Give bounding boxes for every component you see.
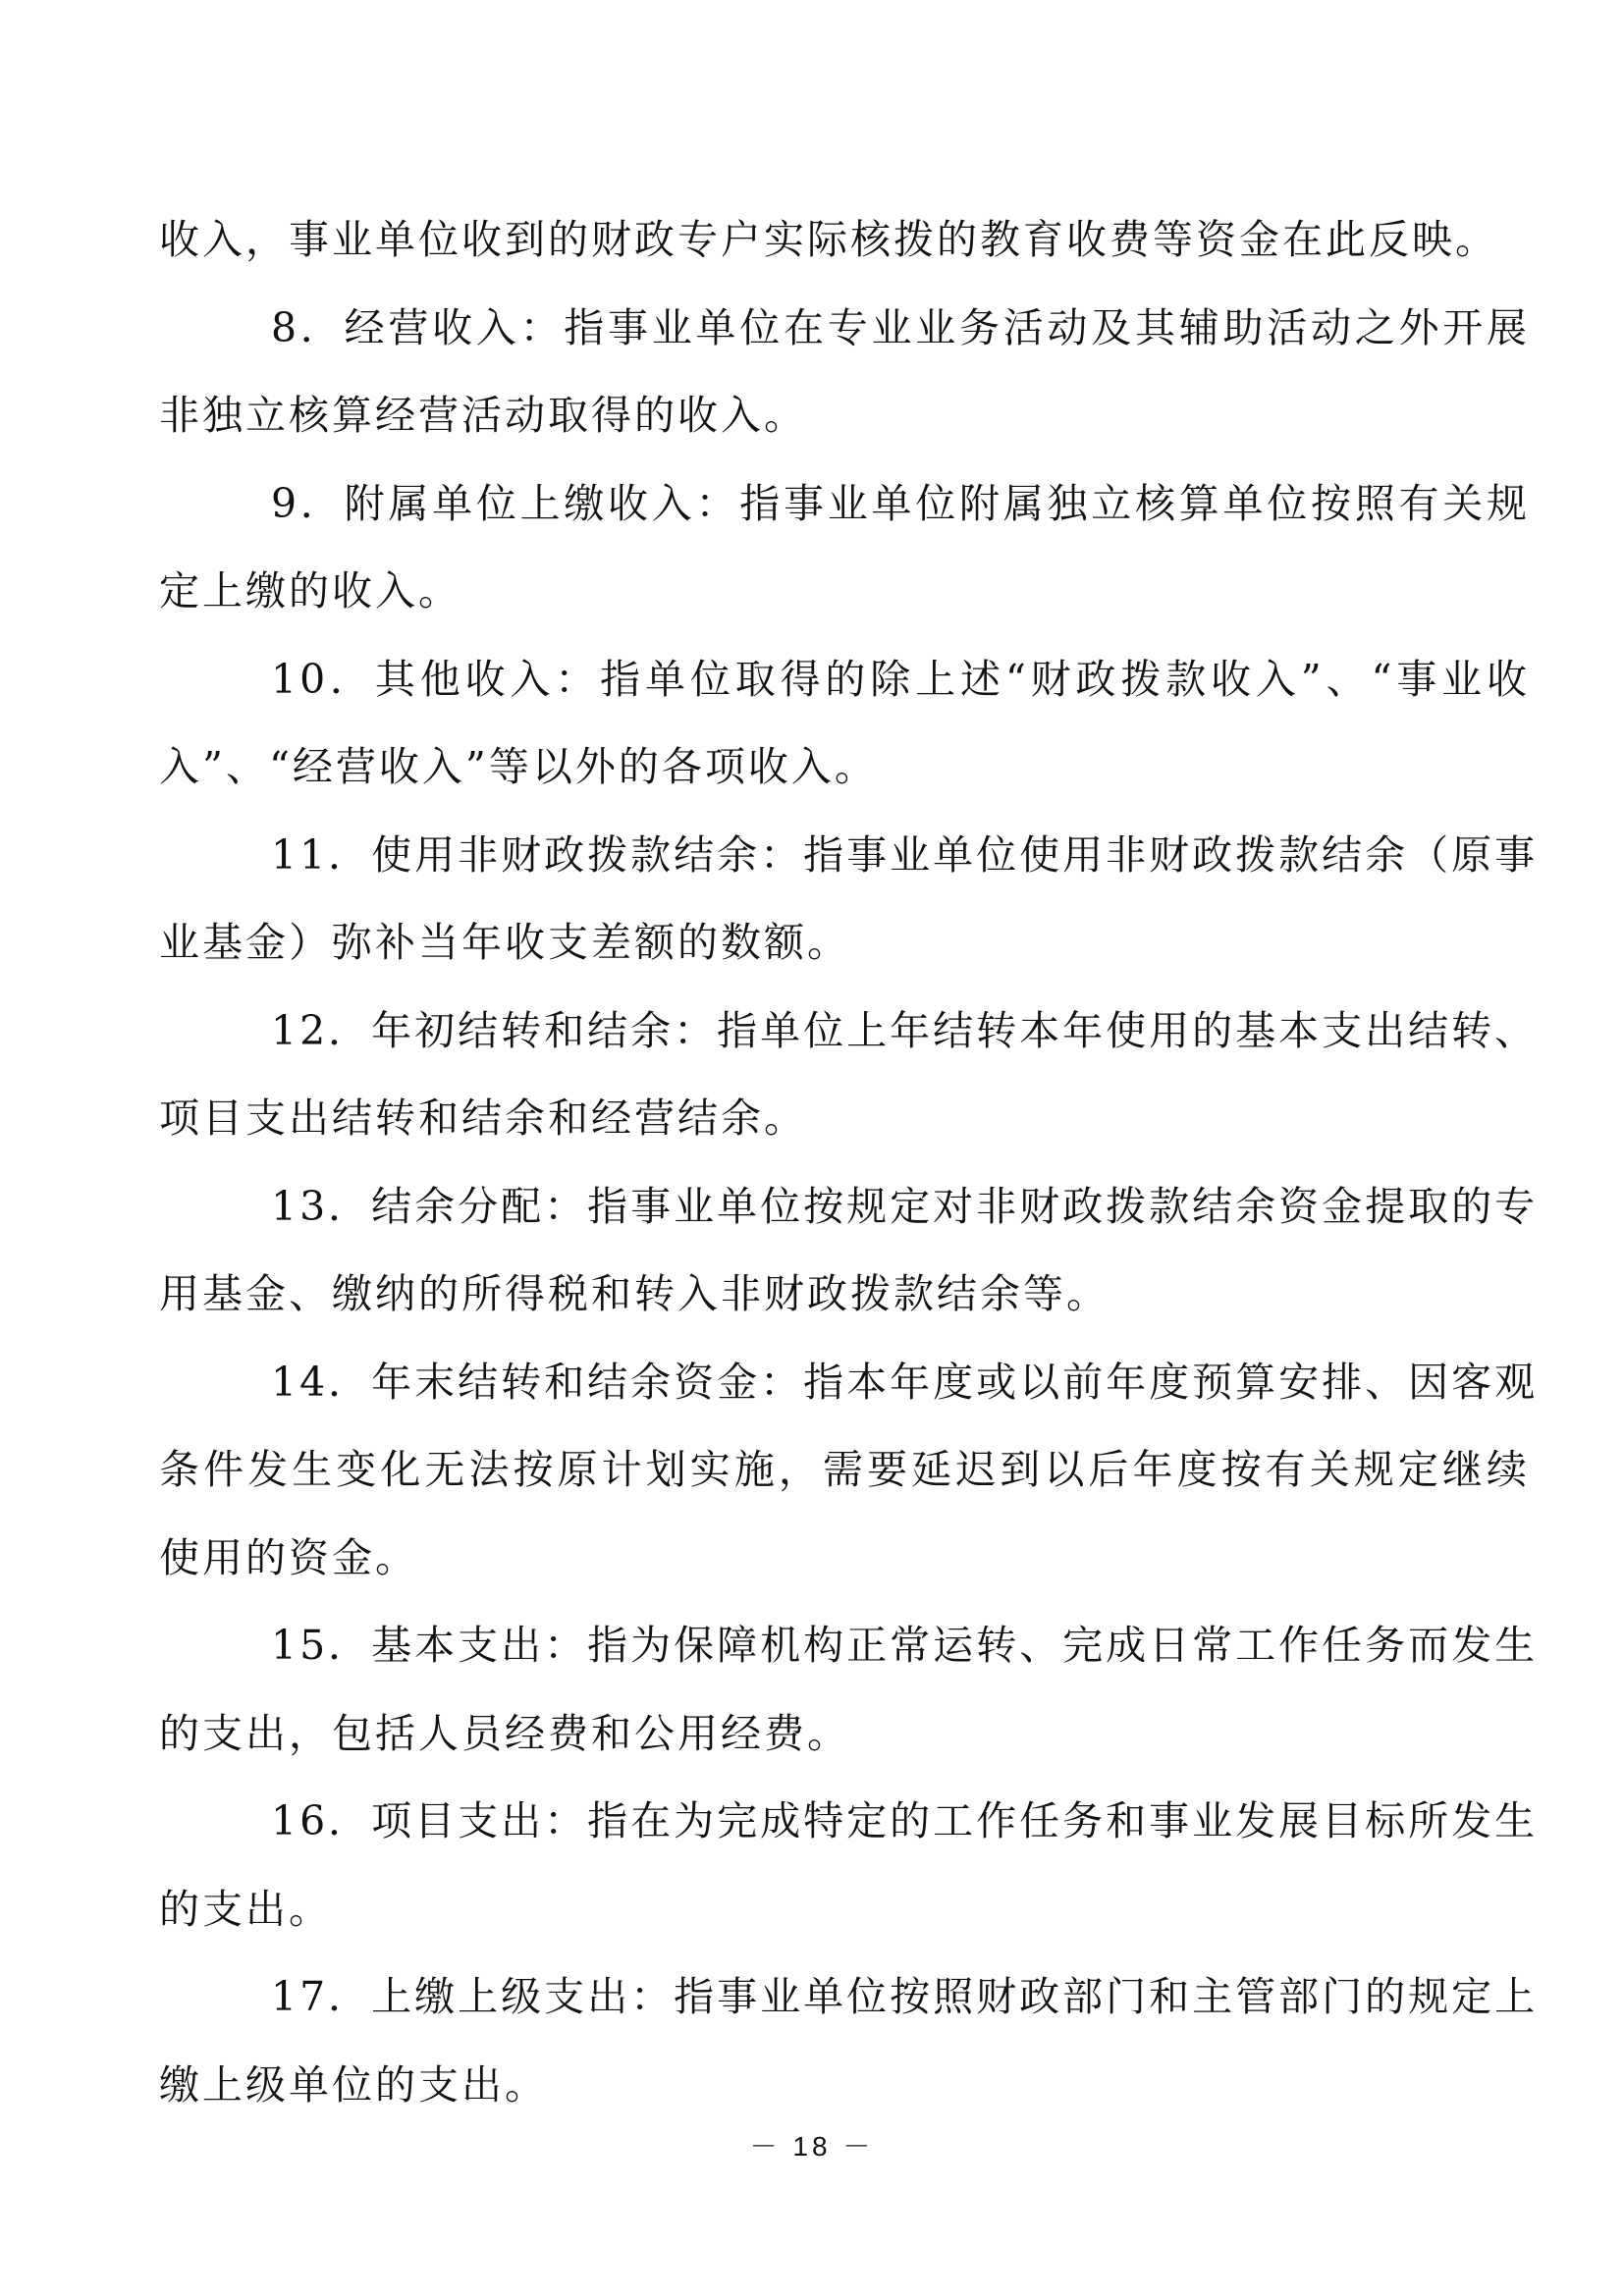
text-line: 条件发生变化无法按原计划实施，需要延迟到以后年度按有关规定继续: [159, 1446, 1530, 1493]
paragraph: [159, 460, 1530, 636]
text-line: 项目支出结转和结余和经营结余。: [159, 1095, 807, 1142]
text-line: 业基金）弥补当年收支差额的数额。: [159, 919, 850, 966]
text-line: 使用的资金。: [159, 1533, 418, 1581]
paragraph: [159, 285, 1530, 460]
text-line: 8．经营收入：指事业单位在专业业务活动及其辅助活动之外开展: [271, 303, 1530, 351]
text-line: 缴上级单位的支出。: [159, 2060, 548, 2109]
text-line: 16．项目支出：指在为完成特定的工作任务和事业发展目标所发生: [271, 1797, 1539, 1844]
text-line: 的支出，包括人员经费和公用经费。: [159, 1709, 850, 1757]
paragraph: [159, 196, 1530, 285]
text-line: 11．使用非财政拨款结余：指事业单位使用非财政拨款结余（原事: [271, 830, 1539, 879]
text-line: 14．年末结转和结余资金：指本年度或以前年度预算安排、因客观: [271, 1358, 1539, 1406]
text-line: 10．其他收入：指单位取得的除上述“财政拨款收入”、“事业收: [271, 655, 1530, 703]
paragraph: [159, 988, 1539, 1163]
text-line: 13．结余分配：指事业单位按规定对非财政拨款结余资金提取的专: [271, 1182, 1539, 1230]
text-line: 12．年初结转和结余：指单位上年结转本年使用的基本支出结转、: [271, 1006, 1539, 1054]
text-line: 非独立核算经营活动取得的收入。: [159, 392, 807, 439]
text-line: 15．基本支出：指为保障机构正常运转、完成日常工作任务而发生: [271, 1622, 1539, 1669]
text-line: 定上缴的收入。: [159, 567, 461, 614]
text-line: 入”、“经营收入”等以外的各项收入。: [159, 743, 878, 790]
page-number: － 18 －: [749, 2131, 875, 2162]
paragraph: [159, 1339, 1539, 1603]
paragraph: [159, 1602, 1539, 1778]
text-line: 收入，事业单位收到的财政专户实际核拨的教育收费等资金在此反映。: [159, 216, 1498, 263]
paragraph: [159, 1163, 1539, 1339]
text-line: 用基金、缴纳的所得税和转入非财政拨款结余等。: [159, 1270, 1110, 1317]
paragraph: [159, 1778, 1539, 1953]
paragraph: [159, 812, 1539, 988]
paragraph: [159, 636, 1530, 812]
text-line: 的支出。: [159, 1885, 332, 1933]
text-line: 17．上缴上级支出：指事业单位按照财政部门和主管部门的规定上: [271, 1973, 1539, 2020]
text-line: 9．附属单位上缴收入：指事业单位附属独立核算单位按照有关规: [271, 479, 1530, 527]
document-body: [159, 196, 1539, 2129]
paragraph: [159, 1953, 1539, 2129]
